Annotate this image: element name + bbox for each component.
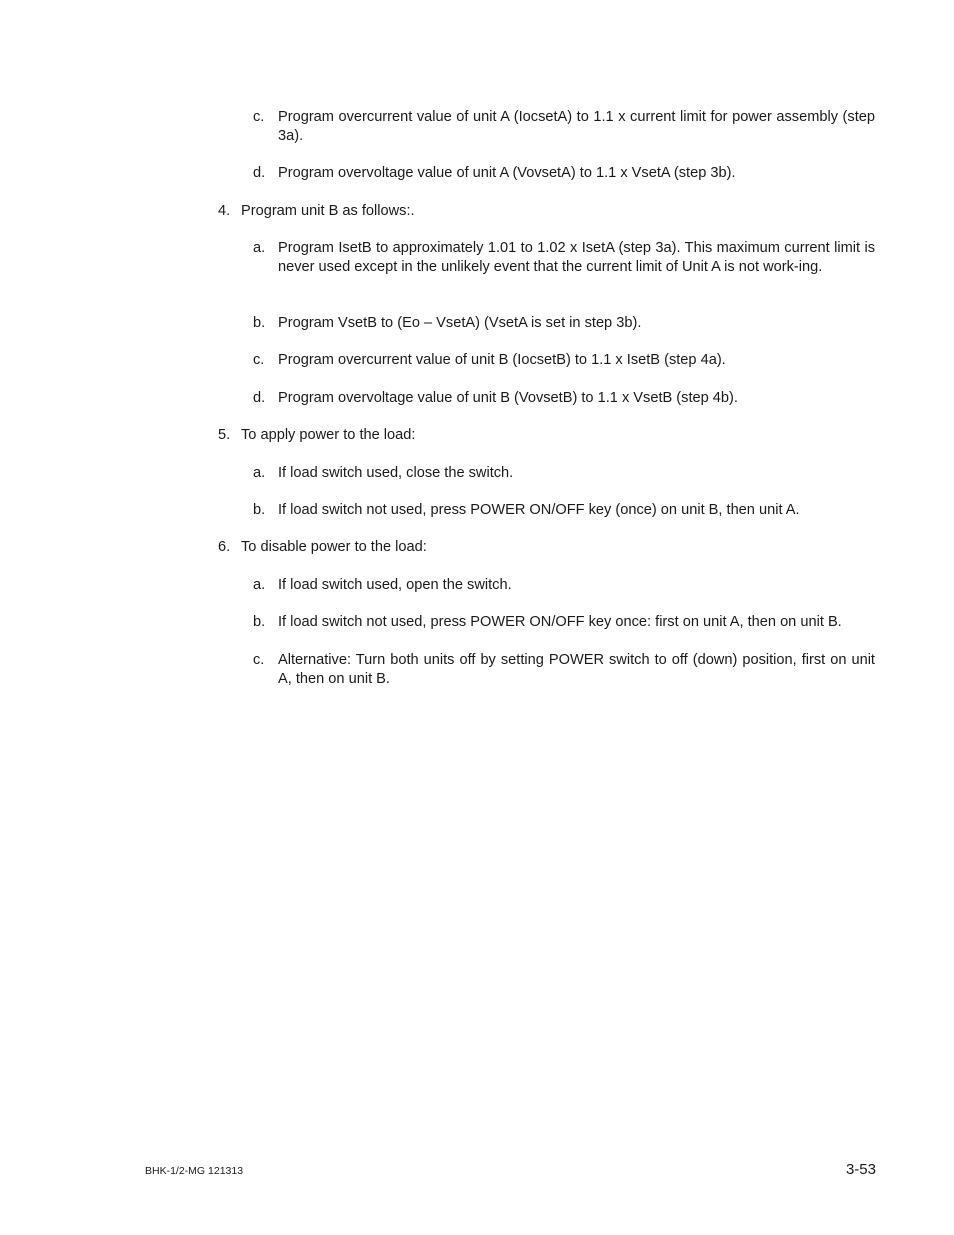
list-marker: c. <box>253 109 265 125</box>
list-item-text: If load switch not used, press POWER ON/OFF key once: first on unit A, then on unit B. <box>278 614 842 630</box>
list-item-text: If load switch used, open the switch. <box>278 577 512 593</box>
list-marker: d. <box>253 390 266 406</box>
list-marker: 5. <box>218 427 231 443</box>
list-marker: 4. <box>218 203 231 219</box>
list-marker: a. <box>253 577 266 593</box>
page-number: 3-53 <box>845 1161 876 1178</box>
list-item-text: Program overvoltage value of unit B (VovsetB) to 1.1 x VsetB (step 4b). <box>278 390 738 406</box>
list-item-text: Program VsetB to (Eo – VsetA) (VsetA is set in step 3b). <box>278 315 642 331</box>
list-marker: a. <box>253 465 266 481</box>
list-marker: d. <box>253 165 266 181</box>
list-item-text: Program IsetB to approximately 1.01 to 1.02 x IsetA (step 3a). This maximum current limit is never used except in the unlikely event that the current limit of Unit A is not work-ing. <box>278 240 875 275</box>
list-marker: c. <box>253 652 265 668</box>
list-item-text: If load switch used, close the switch. <box>278 465 514 481</box>
list-marker: b. <box>253 614 266 630</box>
list-marker: a. <box>253 240 266 256</box>
footer-doc-id: BHK-1/2-MG 121313 <box>145 1165 244 1177</box>
list-marker: 6. <box>218 539 231 555</box>
list-item-text: Program overvoltage value of unit A (VovsetA) to 1.1 x VsetA (step 3b). <box>278 165 736 181</box>
list-item-text: To disable power to the load: <box>241 539 427 555</box>
list-marker: b. <box>253 502 266 518</box>
list-item-text: To apply power to the load: <box>241 427 416 443</box>
list-item-text: Program unit B as follows:. <box>241 203 415 219</box>
list-marker: c. <box>253 352 265 368</box>
list-item-text: If load switch not used, press POWER ON/OFF key (once) on unit B, then unit A. <box>278 502 800 518</box>
list-item-text: Program overcurrent value of unit B (IocsetB) to 1.1 x IsetB (step 4a). <box>278 352 726 368</box>
list-item-text: Alternative: Turn both units off by setting POWER switch to off (down) position, first on unit A, then on unit B. <box>278 652 875 687</box>
list-item-text: Program overcurrent value of unit A (IocsetA) to 1.1 x current limit for power assembly (step 3a). <box>278 109 875 144</box>
list-marker: b. <box>253 315 266 331</box>
